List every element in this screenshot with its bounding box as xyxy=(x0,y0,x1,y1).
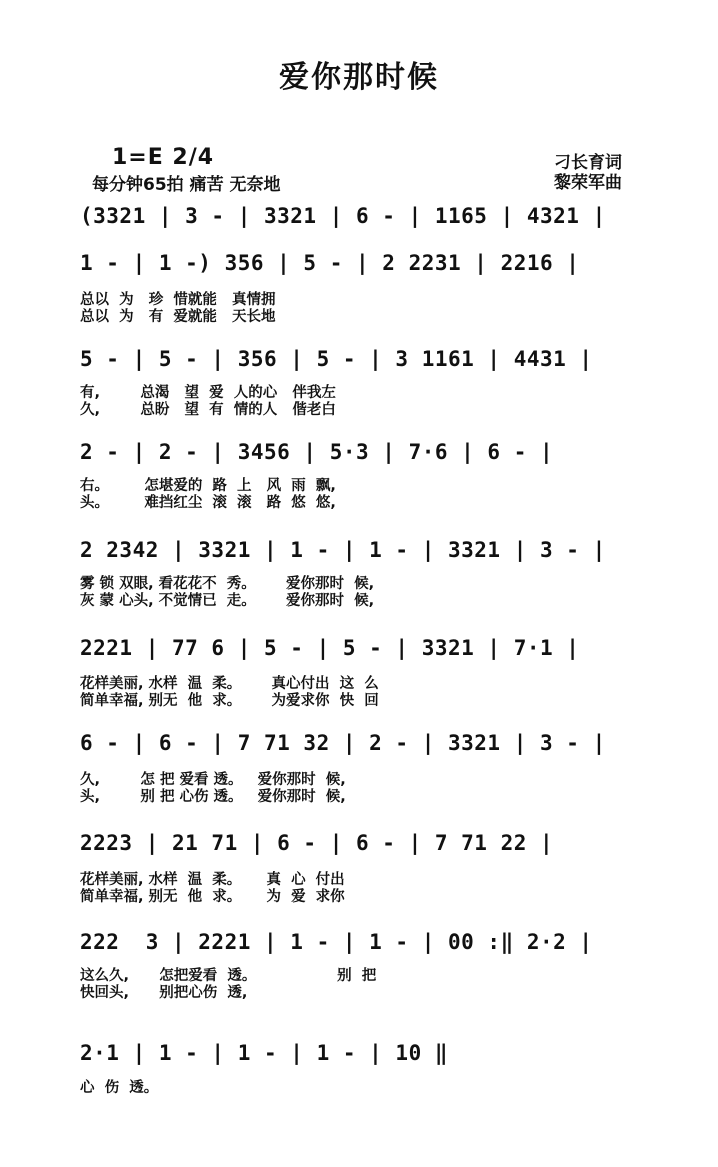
lyric-verse-2: 快回头, 别把心伤 透, xyxy=(80,985,248,1001)
lyric-verse-1: 花样美丽, 水样 温 柔。 真 心 付出 xyxy=(80,872,345,888)
score-row-10 xyxy=(80,1037,640,1077)
notation-line: 1 - | 1 -) 356 | 5 - | 2 2231 | 2216 | xyxy=(80,251,580,275)
lyric-verse-1: 雾 锁 双眼, 看花花不 秀。 爱你那时 候, xyxy=(80,576,375,592)
song-title: 爱你那时候 xyxy=(279,60,439,95)
notation-line: 2223 | 21 71 | 6 - | 6 - | 7 71 22 | xyxy=(80,831,554,855)
score-row-2 xyxy=(80,247,640,287)
notation-line: 2·1 | 1 - | 1 - | 1 - | 10 ‖ xyxy=(80,1041,449,1065)
key-signature: 1=E 2/4 xyxy=(112,145,215,170)
lyric-verse-2: 头, 别 把 心伤 透。 爱你那时 候, xyxy=(80,789,346,805)
score-row-6 xyxy=(80,632,640,672)
notation-line: 2221 | 77 6 | 5 - | 5 - | 3321 | 7·1 | xyxy=(80,636,580,660)
lyric-verse-1: 久, 怎 把 爱看 透。 爱你那时 候, xyxy=(80,772,346,788)
score-row-4 xyxy=(80,436,640,476)
tempo-marking: 每分钟65拍 痛苦 无奈地 xyxy=(92,175,281,195)
notation-line: 2 2342 | 3321 | 1 - | 1 - | 3321 | 3 - | xyxy=(80,538,606,562)
lyricist-credit: 刁长育词 xyxy=(554,153,622,173)
lyric-verse-1: 这么久, 怎把爱看 透。 别 把 xyxy=(80,968,377,984)
score-row-1 xyxy=(80,200,640,240)
lyric-verse-2: 总以 为 有 爱就能 天长地 xyxy=(80,309,276,325)
lyric-verse-1: 右。 怎堪爱的 路 上 风 雨 飘, xyxy=(80,478,336,494)
score-row-7 xyxy=(80,727,640,767)
notation-line: 222 3 | 2221 | 1 - | 1 - | 00 :‖ 2·2 | xyxy=(80,930,593,954)
score-row-5 xyxy=(80,534,640,574)
lyric-verse-2: 简单幸福, 别无 他 求。 为 爱 求你 xyxy=(80,889,345,905)
lyric-verse-2: 简单幸福, 别无 他 求。 为爱求你 快 回 xyxy=(80,693,379,709)
lyric-verse-1: 有, 总渴 望 爱 人的心 伴我左 xyxy=(80,385,336,401)
notation-line: 5 - | 5 - | 356 | 5 - | 3 1161 | 4431 | xyxy=(80,347,593,371)
composer-credit: 黎荣军曲 xyxy=(554,173,622,193)
notation-line: 6 - | 6 - | 7 71 32 | 2 - | 3321 | 3 - | xyxy=(80,731,606,755)
lyric-verse-2: 久, 总盼 望 有 情的人 偕老白 xyxy=(80,402,336,418)
lyric-verse-1: 花样美丽, 水样 温 柔。 真心付出 这 么 xyxy=(80,676,379,692)
notation-line: (3321 | 3 - | 3321 | 6 - | 1165 | 4321 | xyxy=(80,204,606,228)
score-row-3 xyxy=(80,343,640,383)
score-row-9 xyxy=(80,926,640,966)
lyric-verse-1: 心 伤 透。 xyxy=(80,1080,159,1096)
lyric-verse-1: 总以 为 珍 惜就能 真情拥 xyxy=(80,292,276,308)
notation-line: 2 - | 2 - | 3456 | 5·3 | 7·6 | 6 - | xyxy=(80,440,554,464)
lyric-verse-2: 灰 蒙 心头, 不觉情已 走。 爱你那时 候, xyxy=(80,593,375,609)
score-row-8 xyxy=(80,827,640,867)
lyric-verse-2: 头。 难挡红尘 滚 滚 路 悠 悠, xyxy=(80,495,336,511)
